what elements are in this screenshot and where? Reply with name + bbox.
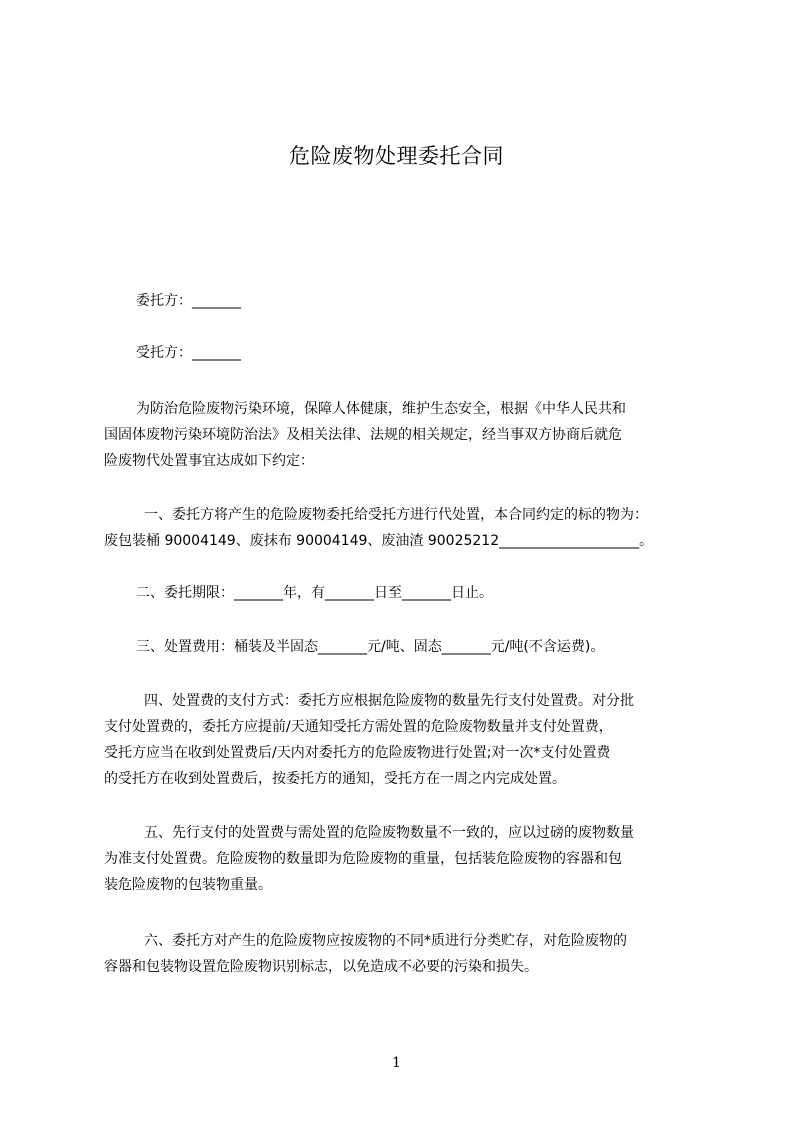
clause-1-paragraph (104, 502, 714, 554)
contractor-line: 受托方：_______ (136, 345, 241, 361)
clause-5-paragraph (104, 820, 714, 898)
preamble-line: 为防治危险废物污染环境，保障人体健康，维护生态安全，根据《中华人民共和 (136, 401, 626, 417)
clause-1-line: 废包装桶 90004149、废抹布 90004149、废油渣 90025212____________________。 (104, 533, 654, 549)
clause-6-line: 六、委托方对产生的危险废物应按废物的不同*质进行分类贮存，对危险废物的 (144, 933, 627, 949)
clause-4-line: 四、处置费的支付方式：委托方应根据危险废物的数量先行支付处置费。对分批 (144, 693, 634, 709)
clause-1-line: 一、委托方将产生的危险废物委托给受托方进行代处置，本合同约定的标的物为： (144, 507, 648, 523)
clause-4-paragraph (104, 688, 714, 792)
clause-3-paragraph: 三、处置费用：桶装及半固态_______元/吨、固态_______元/吨(不含运费)。 (136, 639, 605, 655)
clause-5-line: 为准支付处置费。危险废物的数量即为危险废物的重量，包括装危险废物的容器和包 (104, 851, 622, 867)
preamble-paragraph (104, 396, 714, 474)
clause-6-line: 容器和包装物设置危险废物识别标志，以免造成不必要的污染和损失。 (104, 959, 538, 975)
clause-6-paragraph (104, 928, 714, 980)
client-line: 委托方：_______ (136, 293, 241, 309)
clause-5-line: 装危险废物的包装物重量。 (104, 877, 272, 893)
clause-2-paragraph: 二、委托期限：_______年，有_______日至_______日止。 (136, 585, 493, 601)
preamble-line: 险废物代处置事宜达成如下约定： (104, 453, 314, 469)
page-number: 1 (392, 1055, 401, 1071)
clause-4-line: 支付处置费的，委托方应提前/天通知受托方需处置的危险废物数量并支付处置费， (104, 719, 613, 735)
preamble-line: 国固体废物污染环境防治法》及相关法律、法规的相关规定，经当事双方协商后就危 (104, 427, 622, 443)
clause-4-line: 的受托方在收到处置费后，按委托方的通知，受托方在一周之内完成处置。 (104, 771, 566, 787)
clause-5-line: 五、先行支付的处置费与需处置的危险废物数量不一致的，应以过磅的废物数量 (144, 825, 634, 841)
document-title: 危险废物处理委托合同 (289, 144, 504, 168)
clause-4-line: 受托方应当在收到处置费后/天内对委托方的危险废物进行处置;对一次*支付处置费 (104, 745, 611, 761)
